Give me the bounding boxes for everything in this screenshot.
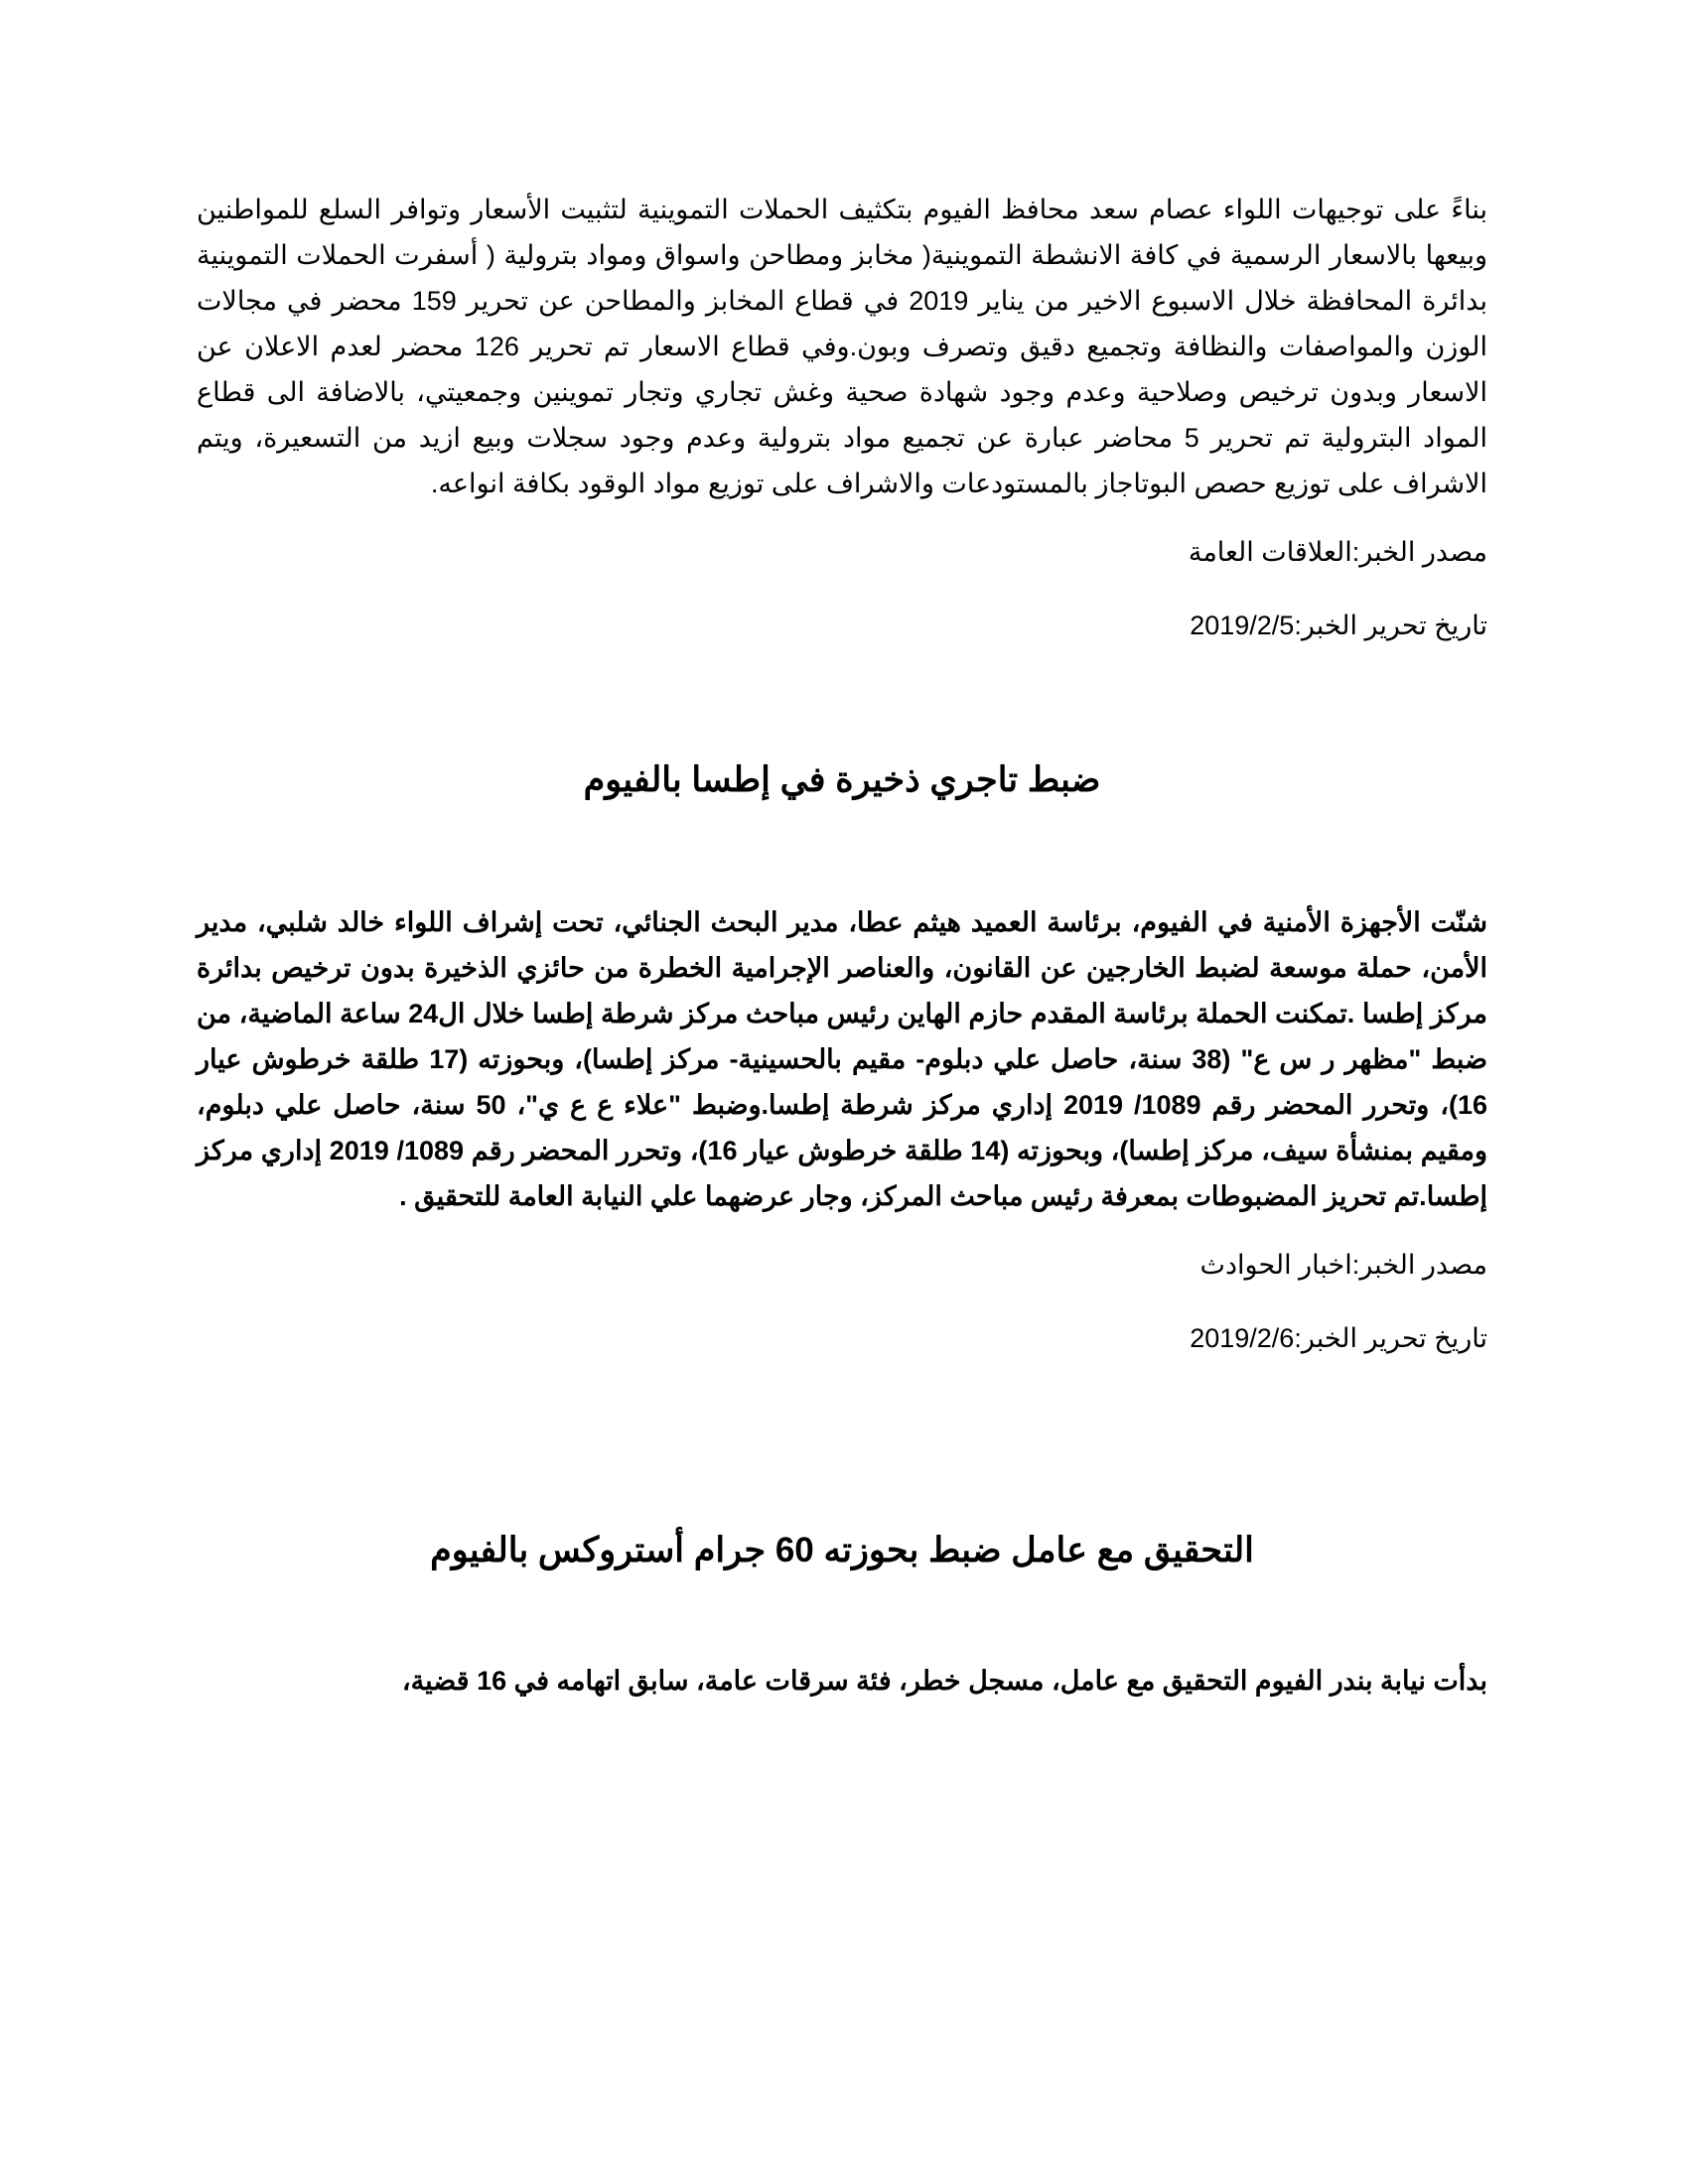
article3-title: التحقيق مع عامل ضبط بحوزته 60 جرام أستروكس بالفيوم: [430, 1531, 1254, 1570]
article2-body: شنّت الأجهزة الأمنية في الفيوم، برئاسة العميد هيثم عطا، مدير البحث الجنائي، تحت إشراف اللواء خالد شلبي، مدير الأمن، حملة موسعة لضبط الخارجين عن القانون، والعناصر الإجرامية الخطرة من حائزي الذخيرة بدون ترخيص بدائرة مركز إطسا .تمكنت الحملة برئاسة المقدم حازم الهاين رئيس مباحث مركز شرطة إطسا خلال ال24 ساعة الماضية، من ضبط "مظهر ر س ع" (38 سنة، حاصل علي دبلوم- مقيم بالحسينية- مركز إطسا)، وبحوزته (17 طلقة خرطوش عيار 16)، وتحرر المحضر رقم 1089/ 2019 إداري مركز شرطة إطسا.وضبط "علاء ع ع ي"، 50 سنة، حاصل علي دبلوم، ومقيم بمنشأة سيف، مركز إطسا)، وبحوزته (14 طلقة خرطوش عيار 16)، وتحرر المحضر رقم 1089/ 2019 إداري مركز إطسا.تم تحريز المضبوطات بمعرفة رئيس مباحث المركز، وجار عرضهما علي النيابة العامة للتحقيق .: [197, 907, 1488, 1211]
article2-title: ضبط تاجري ذخيرة في إطسا بالفيوم: [583, 760, 1101, 799]
article3-body: بدأت نيابة بندر الفيوم التحقيق مع عامل، مسجل خطر، فئة سرقات عامة، سابق اتهامه في 16 قضية،: [401, 1666, 1487, 1696]
article1-date: تاريخ تحرير الخبر:2019/2/5: [1190, 611, 1487, 640]
article2-date: تاريخ تحرير الخبر:2019/2/6: [1190, 1323, 1487, 1353]
article1-body: بناءً على توجيهات اللواء عصام سعد محافظ الفيوم بتكثيف الحملات التموينية لتثبيت الأسعار وتوافر السلع للمواطنين وبيعها بالاسعار الرسمية في كافة الانشطة التموينية( مخابز ومطاحن واسواق ومواد بترولية ( أسفرت الحملات التموينية بدائرة المحافظة خلال الاسبوع الاخير من يناير 2019 في قطاع المخابز والمطاحن عن تحرير 159 محضر في مجالات الوزن والمواصفات والنظافة وتجميع دقيق وتصرف وبون.وفي قطاع الاسعار تم تحرير 126 محضر لعدم الاعلان عن الاسعار وبدون ترخيص وصلاحية وعدم وجود شهادة صحية وغش تجاري وتجار تموينين وجمعيتي، بالاضافة الى قطاع المواد البترولية تم تحرير 5 محاضر عبارة عن تجميع مواد بترولية وعدم وجود سجلات وبيع ازيد من التسعيرة، ويتم الاشراف على توزيع حصص البوتاجاز بالمستودعات والاشراف على توزيع مواد الوقود بكافة انواعه.: [197, 195, 1487, 498]
article2-source: مصدر الخبر:اخبار الحوادث: [1199, 1250, 1487, 1280]
document-page: [197, 187, 1487, 1704]
article1-source: مصدر الخبر:العلاقات العامة: [1188, 537, 1487, 567]
